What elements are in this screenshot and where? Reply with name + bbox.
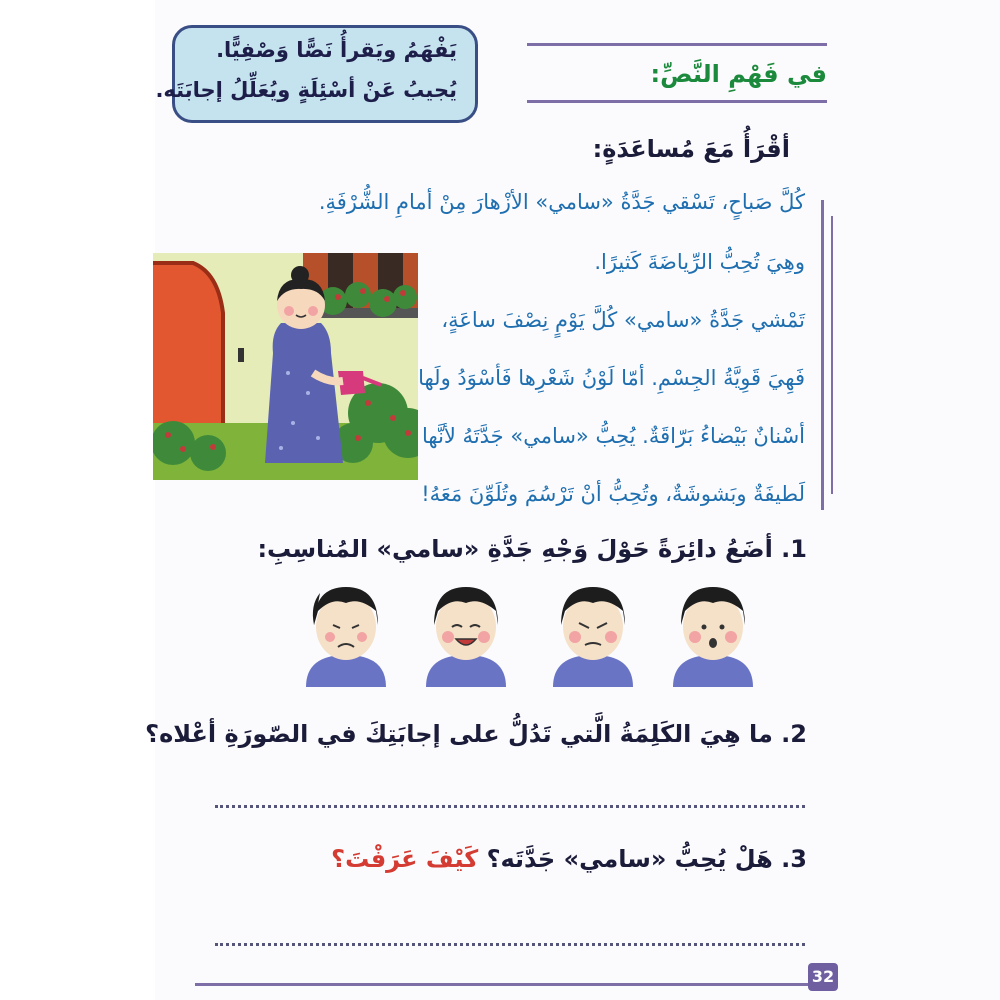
header-rule-bottom [527,100,827,103]
sad-face-option[interactable] [300,575,392,687]
goal-line-2: يُجيبُ عَنْ أسْئِلَةٍ ويُعَلِّلُ إجابَتَه. [155,78,457,102]
footer-rule [195,983,810,986]
question-3-start: 3. هَلْ يُحِبُّ «سامي» جَدَّتَه؟ [486,845,807,873]
header-rule-top [527,43,827,46]
angry-face-option[interactable] [547,575,639,687]
learning-goals-box [155,25,478,123]
story-bracket-inner [831,216,833,494]
surprised-face-option[interactable] [667,575,759,687]
answer-line-2[interactable] [215,805,805,808]
story-line-5: أسْنانٌ بَيْضاءُ بَرّاقَةٌ. يُحِبُّ «سامي» جَدَّتَهُ لأنَّها [421,424,805,448]
story-line-2: وهِيَ تُحِبُّ الرِّياضَةَ كَثيرًا. [594,250,805,274]
story-bracket [821,200,824,510]
story-line-3: تَمْشي جَدَّةُ «سامي» كُلَّ يَوْمٍ نِصْفَ ساعَةٍ، [441,308,805,332]
page-number: 32 [808,963,838,991]
smiling-face-option[interactable] [420,575,512,687]
section-title: في فَهْمِ النَّصِّ: [650,60,827,88]
question-2: 2. ما هِيَ الكَلِمَةُ الَّتي تَدُلُّ على إجابَتِكَ في الصّورَةِ أعْلاه؟ [145,720,807,748]
read-title: أقْرَأُ مَعَ مُساعَدَةٍ: [592,135,790,163]
question-3-end: كَيْفَ عَرَفْتَ؟ [331,845,479,873]
story-line-6: لَطيفَةٌ وبَشوشَةٌ، وتُحِبُّ أنْ تَرْسُمَ وتُلَوِّنَ مَعَهُ! [421,482,805,506]
story-line-4: فَهِيَ قَوِيَّةُ الجِسْمِ. أمّا لَوْنُ شَعْرِها فَأسْوَدُ ولَها [418,366,805,390]
question-3 [331,845,807,873]
answer-line-3[interactable] [215,943,805,946]
story-line-1: كُلَّ صَباحٍ، تَسْقي جَدَّةُ «سامي» الأزْهارَ مِنْ أمامِ الشُّرْفَةِ. [318,190,805,214]
goal-line-1: يَفْهَمُ ويَقرأُ نَصًّا وَصْفِيًّا. [216,38,457,62]
question-1: 1. أضَعُ دائِرَةً حَوْلَ وَجْهِ جَدَّةِ «سامي» المُناسِبِ: [257,535,807,563]
grandmother-watering-illustration [153,253,418,480]
